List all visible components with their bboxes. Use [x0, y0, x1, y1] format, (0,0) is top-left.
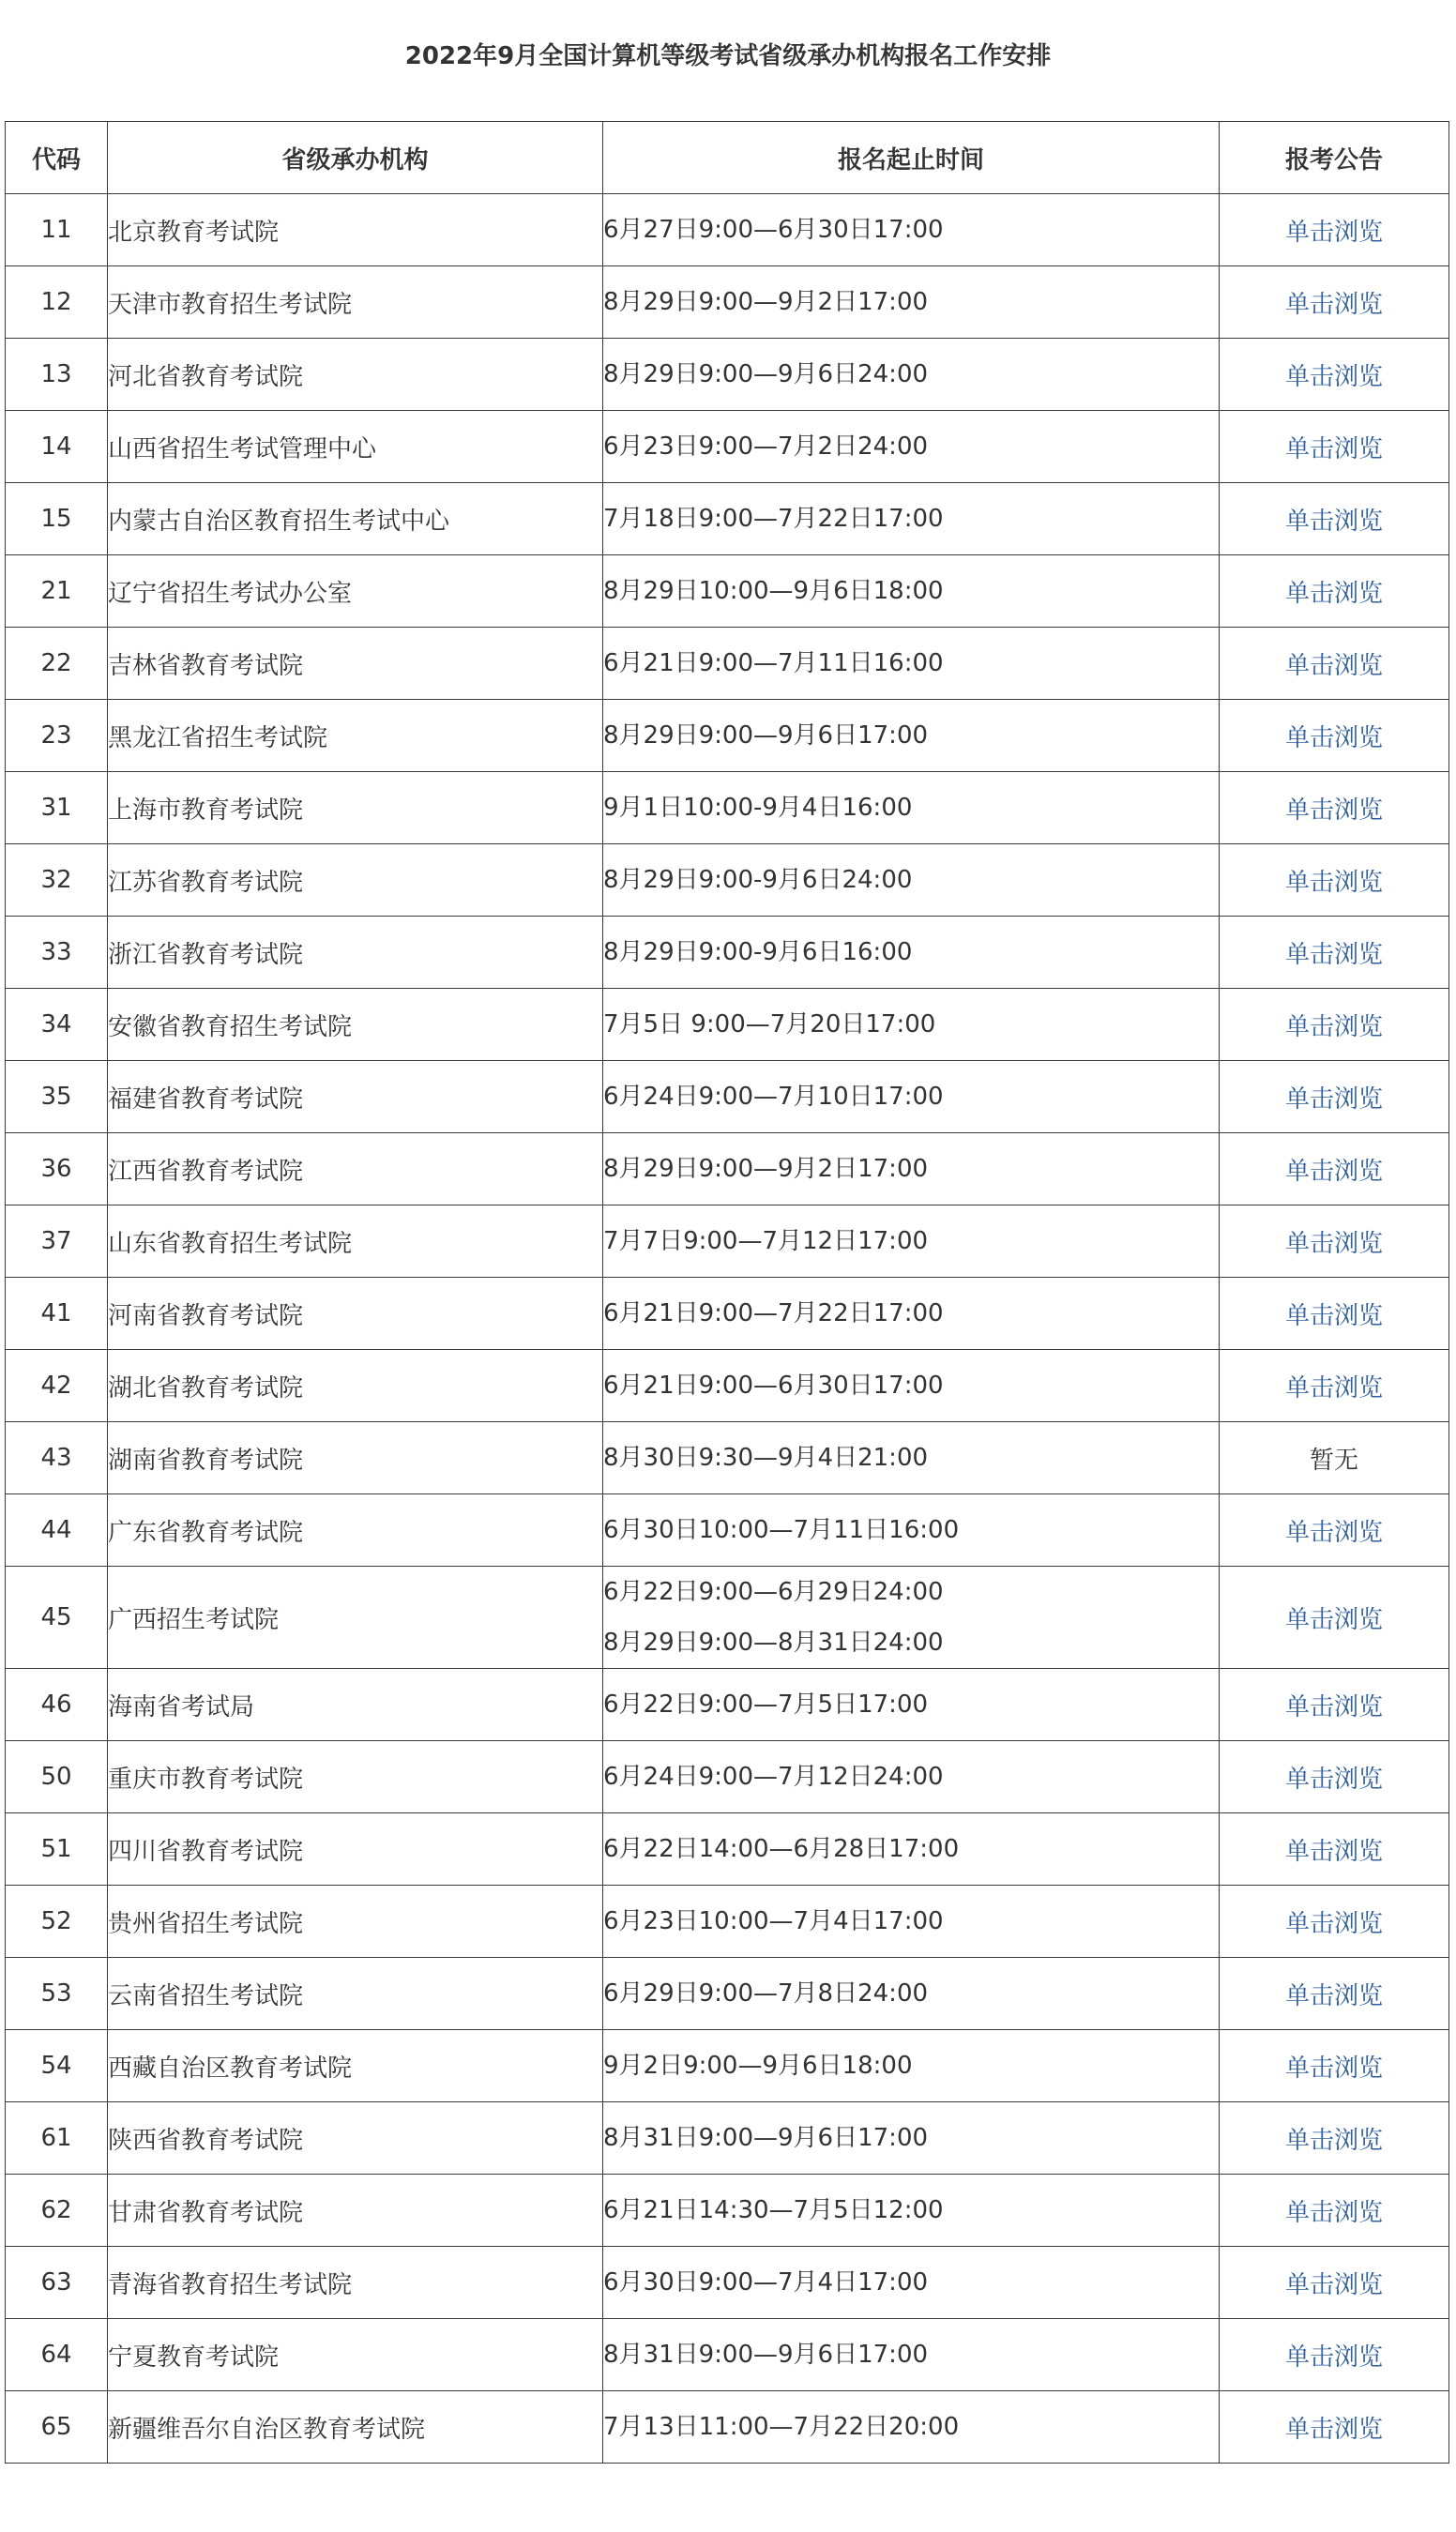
cell-period [603, 700, 1220, 772]
cell-agency: 湖北省教育考试院 [108, 1350, 603, 1422]
cell-agency: 广东省教育考试院 [108, 1494, 603, 1567]
period-line: 6月30日10:00—7月11日16:00 [603, 1516, 960, 1544]
cell-period [603, 555, 1220, 628]
table-row [6, 411, 1449, 483]
period-line: 6月21日9:00—7月22日17:00 [603, 1299, 944, 1327]
cell-agency: 重庆市教育考试院 [108, 1741, 603, 1813]
view-notice-link[interactable]: 单击浏览 [1284, 796, 1383, 825]
table-row [6, 628, 1449, 700]
cell-agency: 海南省考试局 [108, 1669, 603, 1741]
cell-agency: 福建省教育考试院 [108, 1061, 603, 1133]
view-notice-link[interactable]: 单击浏览 [1284, 1837, 1383, 1866]
cell-period [603, 1278, 1220, 1350]
header-notice: 报考公告 [1220, 122, 1449, 194]
cell-code: 35 [6, 1061, 108, 1133]
cell-agency: 甘肃省教育考试院 [108, 2175, 603, 2247]
cell-period [603, 2030, 1220, 2102]
cell-notice [1220, 2175, 1449, 2247]
view-notice-link[interactable]: 单击浏览 [1284, 651, 1383, 680]
period-line: 6月22日14:00—6月28日17:00 [603, 1835, 960, 1863]
cell-code: 46 [6, 1669, 108, 1741]
cell-period [603, 2175, 1220, 2247]
cell-code: 50 [6, 1741, 108, 1813]
view-notice-link[interactable]: 单击浏览 [1284, 434, 1383, 463]
period-line: 8月31日9:00—9月6日17:00 [603, 2124, 929, 2152]
cell-code: 23 [6, 700, 108, 772]
cell-notice [1220, 2391, 1449, 2464]
cell-period [603, 411, 1220, 483]
cell-notice [1220, 1061, 1449, 1133]
cell-period [603, 844, 1220, 917]
table-row [6, 844, 1449, 917]
period-line: 6月22日9:00—7月5日17:00 [603, 1691, 929, 1719]
cell-agency: 四川省教育考试院 [108, 1813, 603, 1886]
view-notice-link[interactable]: 单击浏览 [1284, 1157, 1383, 1186]
view-notice-link[interactable]: 单击浏览 [1284, 2054, 1383, 2083]
cell-agency: 黑龙江省招生考试院 [108, 700, 603, 772]
cell-code: 36 [6, 1133, 108, 1205]
cell-agency: 上海市教育考试院 [108, 772, 603, 844]
table-row [6, 1350, 1449, 1422]
cell-notice [1220, 844, 1449, 917]
cell-code: 22 [6, 628, 108, 700]
cell-notice [1220, 339, 1449, 411]
view-notice-link[interactable]: 单击浏览 [1284, 2415, 1383, 2444]
cell-period [603, 2247, 1220, 2319]
period-line: 6月21日9:00—7月11日16:00 [603, 649, 944, 677]
period-line: 6月21日9:00—6月30日17:00 [603, 1372, 944, 1400]
view-notice-link[interactable]: 单击浏览 [1284, 1909, 1383, 1938]
cell-code: 43 [6, 1422, 108, 1494]
cell-agency: 内蒙古自治区教育招生考试中心 [108, 483, 603, 555]
period-line: 6月30日9:00—7月4日17:00 [603, 2268, 929, 2297]
cell-agency: 广西招生考试院 [108, 1567, 603, 1669]
table-row [6, 1494, 1449, 1567]
table-row [6, 2319, 1449, 2391]
cell-agency: 江苏省教育考试院 [108, 844, 603, 917]
cell-notice [1220, 411, 1449, 483]
period-line: 6月22日9:00—6月29日24:00 [603, 1578, 944, 1606]
cell-notice [1220, 1567, 1449, 1669]
cell-code: 42 [6, 1350, 108, 1422]
period-line: 7月13日11:00—7月22日20:00 [603, 2413, 960, 2441]
view-notice-link[interactable]: 单击浏览 [1284, 940, 1383, 969]
cell-notice [1220, 1133, 1449, 1205]
table-row [6, 1567, 1449, 1669]
cell-period [603, 1422, 1220, 1494]
cell-notice [1220, 2030, 1449, 2102]
cell-notice [1220, 2247, 1449, 2319]
period-line: 8月29日9:00—9月2日17:00 [603, 288, 929, 316]
cell-period [603, 1886, 1220, 1958]
header-code: 代码 [6, 122, 108, 194]
period-line: 8月30日9:30—9月4日21:00 [603, 1444, 929, 1472]
view-notice-link[interactable]: 单击浏览 [1284, 2198, 1383, 2227]
cell-agency: 宁夏教育考试院 [108, 2319, 603, 2391]
view-notice-link[interactable]: 单击浏览 [1284, 1692, 1383, 1721]
view-notice-link[interactable]: 单击浏览 [1284, 2270, 1383, 2299]
period-line: 6月24日9:00—7月10日17:00 [603, 1083, 944, 1111]
period-line: 6月21日14:30—7月5日12:00 [603, 2196, 944, 2224]
table-row [6, 1278, 1449, 1350]
cell-code: 13 [6, 339, 108, 411]
table-row [6, 1669, 1449, 1741]
view-notice-link[interactable]: 单击浏览 [1284, 1229, 1383, 1258]
table-body [6, 194, 1449, 2464]
cell-period [603, 917, 1220, 989]
table-row [6, 2030, 1449, 2102]
cell-code: 21 [6, 555, 108, 628]
cell-code: 12 [6, 266, 108, 339]
cell-agency: 河北省教育考试院 [108, 339, 603, 411]
table-row [6, 194, 1449, 266]
table-row [6, 2175, 1449, 2247]
cell-agency: 湖南省教育考试院 [108, 1422, 603, 1494]
view-notice-link[interactable]: 单击浏览 [1284, 362, 1383, 391]
view-notice-link[interactable]: 单击浏览 [1284, 218, 1383, 247]
period-line: 8月29日10:00—9月6日18:00 [603, 577, 944, 605]
cell-period [603, 2319, 1220, 2391]
view-notice-link[interactable]: 单击浏览 [1284, 1012, 1383, 1041]
cell-period [603, 2391, 1220, 2464]
cell-code: 52 [6, 1886, 108, 1958]
cell-period [603, 339, 1220, 411]
cell-period [603, 989, 1220, 1061]
view-notice-link[interactable]: 单击浏览 [1284, 2342, 1383, 2372]
cell-code: 65 [6, 2391, 108, 2464]
cell-notice [1220, 1958, 1449, 2030]
cell-period [603, 483, 1220, 555]
period-line: 6月23日9:00—7月2日24:00 [603, 432, 929, 461]
cell-notice [1220, 700, 1449, 772]
cell-agency: 辽宁省招生考试办公室 [108, 555, 603, 628]
period-line: 9月2日9:00—9月6日18:00 [603, 2052, 913, 2080]
cell-period [603, 1205, 1220, 1278]
table-row [6, 1061, 1449, 1133]
cell-period [603, 772, 1220, 844]
view-notice-link[interactable]: 单击浏览 [1284, 1518, 1383, 1547]
view-notice-link[interactable]: 单击浏览 [1284, 507, 1383, 536]
cell-period [603, 266, 1220, 339]
cell-agency: 吉林省教育考试院 [108, 628, 603, 700]
period-line: 8月29日9:00—9月2日17:00 [603, 1155, 929, 1183]
table-row [6, 339, 1449, 411]
cell-agency: 云南省招生考试院 [108, 1958, 603, 2030]
view-notice-link[interactable]: 单击浏览 [1284, 579, 1383, 608]
cell-notice [1220, 1494, 1449, 1567]
cell-notice [1220, 772, 1449, 844]
cell-code: 45 [6, 1567, 108, 1669]
cell-agency: 河南省教育考试院 [108, 1278, 603, 1350]
cell-code: 44 [6, 1494, 108, 1567]
cell-code: 61 [6, 2102, 108, 2175]
schedule-table [5, 121, 1449, 2464]
cell-notice [1220, 2102, 1449, 2175]
cell-agency: 贵州省招生考试院 [108, 1886, 603, 1958]
cell-agency: 山西省招生考试管理中心 [108, 411, 603, 483]
table-header-row [6, 122, 1449, 194]
header-agency: 省级承办机构 [108, 122, 603, 194]
cell-agency: 北京教育考试院 [108, 194, 603, 266]
table-row [6, 1422, 1449, 1494]
period-line: 6月23日10:00—7月4日17:00 [603, 1907, 944, 1935]
period-line: 7月7日9:00—7月12日17:00 [603, 1227, 929, 1255]
table-row [6, 483, 1449, 555]
period-line: 8月31日9:00—9月6日17:00 [603, 2341, 929, 2369]
cell-notice [1220, 628, 1449, 700]
cell-period [603, 1350, 1220, 1422]
cell-notice [1220, 989, 1449, 1061]
table-row [6, 772, 1449, 844]
period-line: 6月29日9:00—7月8日24:00 [603, 1979, 929, 2008]
cell-period [603, 2102, 1220, 2175]
cell-agency: 江西省教育考试院 [108, 1133, 603, 1205]
table-row [6, 266, 1449, 339]
cell-code: 54 [6, 2030, 108, 2102]
cell-agency: 山东省教育招生考试院 [108, 1205, 603, 1278]
view-notice-link[interactable]: 单击浏览 [1284, 868, 1383, 897]
cell-notice [1220, 1350, 1449, 1422]
table-row [6, 1886, 1449, 1958]
view-notice-link[interactable]: 单击浏览 [1284, 290, 1383, 319]
cell-notice [1220, 917, 1449, 989]
cell-notice [1220, 555, 1449, 628]
cell-agency: 新疆维吾尔自治区教育考试院 [108, 2391, 603, 2464]
period-line: 8月29日9:00—9月6日24:00 [603, 360, 929, 388]
cell-code: 15 [6, 483, 108, 555]
cell-code: 33 [6, 917, 108, 989]
period-line: 9月1日10:00-9月4日16:00 [603, 794, 913, 822]
cell-code: 37 [6, 1205, 108, 1278]
cell-agency: 天津市教育招生考试院 [108, 266, 603, 339]
cell-period [603, 1494, 1220, 1567]
cell-agency: 青海省教育招生考试院 [108, 2247, 603, 2319]
cell-code: 53 [6, 1958, 108, 2030]
period-line: 8月29日9:00-9月6日16:00 [603, 938, 913, 966]
view-notice-link[interactable]: 单击浏览 [1284, 1765, 1383, 1794]
cell-notice [1220, 1422, 1449, 1494]
cell-agency: 安徽省教育招生考试院 [108, 989, 603, 1061]
cell-code: 14 [6, 411, 108, 483]
period-line: 7月18日9:00—7月22日17:00 [603, 505, 944, 533]
cell-period [603, 1741, 1220, 1813]
view-notice-link[interactable]: 单击浏览 [1284, 723, 1383, 752]
cell-notice [1220, 1741, 1449, 1813]
table-row [6, 2391, 1449, 2464]
cell-period [603, 1958, 1220, 2030]
cell-notice [1220, 1886, 1449, 1958]
cell-agency: 西藏自治区教育考试院 [108, 2030, 603, 2102]
cell-agency: 浙江省教育考试院 [108, 917, 603, 989]
period-line: 8月29日9:00-9月6日24:00 [603, 866, 913, 894]
cell-notice [1220, 2319, 1449, 2391]
view-notice-link[interactable]: 单击浏览 [1284, 1605, 1383, 1634]
table-row [6, 2247, 1449, 2319]
cell-notice [1220, 1278, 1449, 1350]
table-row [6, 1133, 1449, 1205]
period-line: 8月29日9:00—8月31日24:00 [603, 1629, 944, 1657]
cell-notice [1220, 194, 1449, 266]
cell-code: 62 [6, 2175, 108, 2247]
cell-code: 31 [6, 772, 108, 844]
table-row [6, 2102, 1449, 2175]
page-title: 2022年9月全国计算机等级考试省级承办机构报名工作安排 [404, 42, 1052, 70]
header-period: 报名起止时间 [603, 122, 1220, 194]
table-row [6, 1205, 1449, 1278]
cell-period [603, 1669, 1220, 1741]
cell-agency: 陕西省教育考试院 [108, 2102, 603, 2175]
cell-code: 63 [6, 2247, 108, 2319]
cell-period [603, 1133, 1220, 1205]
cell-code: 64 [6, 2319, 108, 2391]
cell-code: 11 [6, 194, 108, 266]
cell-period [603, 628, 1220, 700]
cell-notice [1220, 1669, 1449, 1741]
period-line: 7月5日 9:00—7月20日17:00 [603, 1010, 936, 1039]
table-row [6, 700, 1449, 772]
view-notice-link[interactable]: 单击浏览 [1284, 1084, 1383, 1114]
view-notice-link[interactable]: 单击浏览 [1284, 1981, 1383, 2010]
view-notice-link[interactable]: 单击浏览 [1284, 1301, 1383, 1330]
cell-notice [1220, 483, 1449, 555]
cell-notice [1220, 1813, 1449, 1886]
table-row [6, 917, 1449, 989]
cell-code: 34 [6, 989, 108, 1061]
table-row [6, 1741, 1449, 1813]
period-line: 8月29日9:00—9月6日17:00 [603, 721, 929, 750]
view-notice-link[interactable]: 单击浏览 [1284, 2126, 1383, 2155]
cell-notice [1220, 1205, 1449, 1278]
period-line: 6月27日9:00—6月30日17:00 [603, 216, 944, 244]
cell-period [603, 1567, 1220, 1669]
cell-period [603, 1061, 1220, 1133]
period-line: 6月24日9:00—7月12日24:00 [603, 1763, 944, 1791]
view-notice-link[interactable]: 单击浏览 [1284, 1373, 1383, 1402]
cell-period [603, 1813, 1220, 1886]
table-row [6, 555, 1449, 628]
table-row [6, 1958, 1449, 2030]
cell-notice [1220, 266, 1449, 339]
no-notice-text: 暂无 [1309, 1446, 1358, 1475]
table-row [6, 1813, 1449, 1886]
cell-code: 41 [6, 1278, 108, 1350]
cell-code: 51 [6, 1813, 108, 1886]
table-row [6, 989, 1449, 1061]
cell-period [603, 194, 1220, 266]
cell-code: 32 [6, 844, 108, 917]
